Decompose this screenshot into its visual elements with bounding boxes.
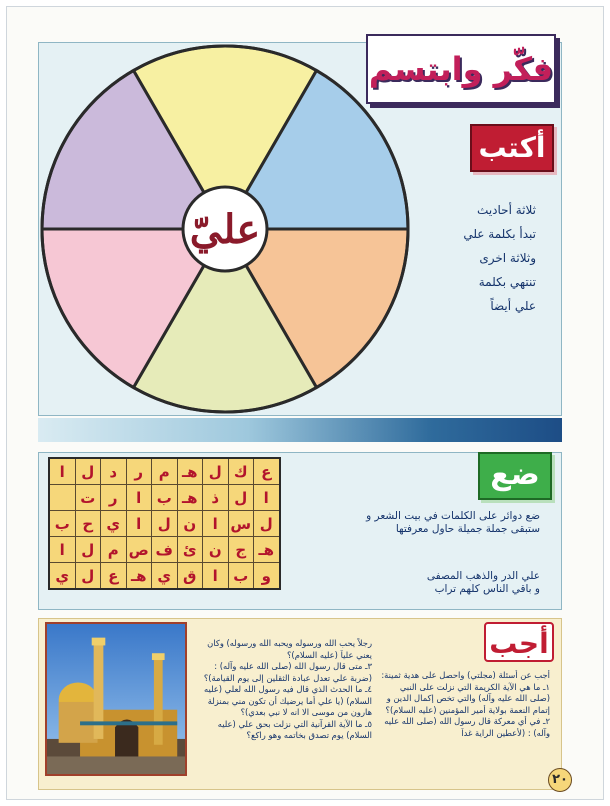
grid-cell[interactable]: ص <box>126 537 152 563</box>
write-line: تنتهي بكلمة <box>478 275 536 289</box>
poem-line-1: علي الدر والذهب المصفى <box>426 570 540 582</box>
question-line: ٢ـ في أي معركة قال رسول الله (صلى الله عليه <box>384 716 550 726</box>
grid-cell[interactable]: ل <box>75 537 101 563</box>
write-line: ثلاثة أحاديث <box>477 203 536 217</box>
write-label: أكتب <box>470 124 554 172</box>
do-label: ضع <box>478 452 552 500</box>
wheel-center-text: عليّ <box>189 206 261 253</box>
grid-cell[interactable]: ت <box>75 485 101 511</box>
questions-left-column <box>196 638 372 742</box>
grid-cell[interactable]: ا <box>49 458 75 485</box>
question-line: (صلى الله عليه وآله) والتي تخص إكمال الدين و <box>386 693 550 703</box>
poem-line-2: و باقي الناس كلهم تراب <box>434 583 540 595</box>
grid-cell[interactable]: ع <box>254 458 280 485</box>
question-line: السلام) يوم تصدق بخاتمه وهو راكع؟ <box>246 730 372 740</box>
grid-cell[interactable]: ي <box>49 563 75 590</box>
questions-right-column <box>372 670 550 739</box>
grid-row <box>49 511 280 537</box>
grid-cell[interactable]: هـ <box>126 563 152 590</box>
page-title: فكّر وابتسم <box>368 50 554 88</box>
title-box <box>366 34 556 104</box>
question-line: ١ـ ما هي الآية الكريمة التي نزلت على النبي <box>399 681 550 692</box>
grid-cell[interactable]: ح <box>75 511 101 537</box>
grid-row <box>49 485 280 511</box>
question-line: وآله) : (لأعطين الراية غداً <box>461 727 550 738</box>
grid-cell[interactable]: ا <box>254 485 280 511</box>
grid-cell[interactable]: ن <box>203 537 229 563</box>
write-line: وثلاثة اخرى <box>479 251 536 265</box>
grid-cell[interactable]: ذ <box>203 485 229 511</box>
grid-cell[interactable]: د <box>101 458 127 485</box>
write-instructions <box>376 198 536 318</box>
grid-cell[interactable]: ع <box>101 563 127 590</box>
grid-cell[interactable]: ل <box>75 458 101 485</box>
divider-bar <box>38 418 562 442</box>
question-line: أجب عن أسئلة (مجلتي) واحصل على هدية ثمينة: <box>381 670 550 680</box>
grid-cell[interactable]: س <box>228 511 254 537</box>
grid-cell[interactable]: ن <box>177 511 203 537</box>
grid-cell[interactable]: ي <box>152 563 178 590</box>
grid-cell[interactable]: ب <box>49 511 75 537</box>
grid-cell[interactable]: هـ <box>177 458 203 485</box>
question-line: إتمام النعمة بولاية أمير المؤمنين (عليه السلام)؟ <box>385 704 550 715</box>
grid-cell[interactable]: ب <box>228 563 254 590</box>
question-line: ٣ـ متى قال رسول الله (صلى الله عليه وآله) : <box>214 661 372 671</box>
grid-cell[interactable]: ي <box>101 511 127 537</box>
question-line: ٥ـ ما الآية القرآنية التي نزلت بحق علي (عليه <box>217 718 372 729</box>
question-line: ٤ـ ما الحدث الذي قال فيه رسول الله لعلي (عليه <box>203 684 372 694</box>
do-instruction: ضع دوائر على الكلمات في بيت الشعر و ستبقى جملة جميلة حاول معرفتها <box>366 510 540 535</box>
grid-cell[interactable]: ب <box>152 485 178 511</box>
grid-cell[interactable]: ا <box>203 511 229 537</box>
write-line: علي أيضاً <box>490 299 536 313</box>
write-line: تبدأ بكلمة علي <box>463 227 536 241</box>
shrine-photo <box>45 622 187 776</box>
question-line: السلام) (يا علي أما يرضيك أن تكون مني بمنزلة <box>207 695 372 706</box>
grid-cell[interactable]: ا <box>126 485 152 511</box>
question-line: رجلاً يحب الله ورسوله ويحبه الله ورسوله) وكان <box>207 638 372 648</box>
grid-cell[interactable]: ئ <box>177 537 203 563</box>
grid-cell[interactable]: ل <box>75 563 101 590</box>
grid-row <box>49 537 280 563</box>
grid-cell[interactable]: ا <box>126 511 152 537</box>
grid-cell[interactable]: ر <box>101 485 127 511</box>
grid-cell[interactable]: ر <box>126 458 152 485</box>
grid-cell[interactable]: هـ <box>254 537 280 563</box>
grid-row <box>49 563 280 590</box>
grid-cell[interactable]: م <box>101 537 127 563</box>
poem-verse <box>340 570 540 596</box>
grid-cell[interactable]: ج <box>228 537 254 563</box>
grid-cell[interactable]: ق <box>177 563 203 590</box>
question-line: يعني علياً (عليه السلام)؟ <box>286 649 372 660</box>
grid-cell[interactable]: ا <box>203 563 229 590</box>
grid-cell[interactable]: ك <box>228 458 254 485</box>
grid-cell[interactable]: ل <box>228 485 254 511</box>
word-search-grid <box>48 457 281 590</box>
grid-cell[interactable]: ل <box>254 511 280 537</box>
page-number: ٢٠ <box>548 768 572 792</box>
grid-row <box>49 458 280 485</box>
question-line: (ضربة علي تعدل عبادة الثقلين إلى يوم القيامة)؟ <box>203 672 372 683</box>
grid-cell[interactable]: هـ <box>177 485 203 511</box>
grid-cell[interactable]: ا <box>49 537 75 563</box>
grid-cell[interactable]: م <box>152 458 178 485</box>
grid-cell[interactable]: و <box>254 563 280 590</box>
grid-cell[interactable]: ف <box>152 537 178 563</box>
grid-cell[interactable]: ل <box>152 511 178 537</box>
grid-cell[interactable]: ل <box>203 458 229 485</box>
question-line: هارون من موسى الا انه لا نبي بعدي)؟ <box>240 707 372 717</box>
answer-label: أجب <box>484 622 554 662</box>
